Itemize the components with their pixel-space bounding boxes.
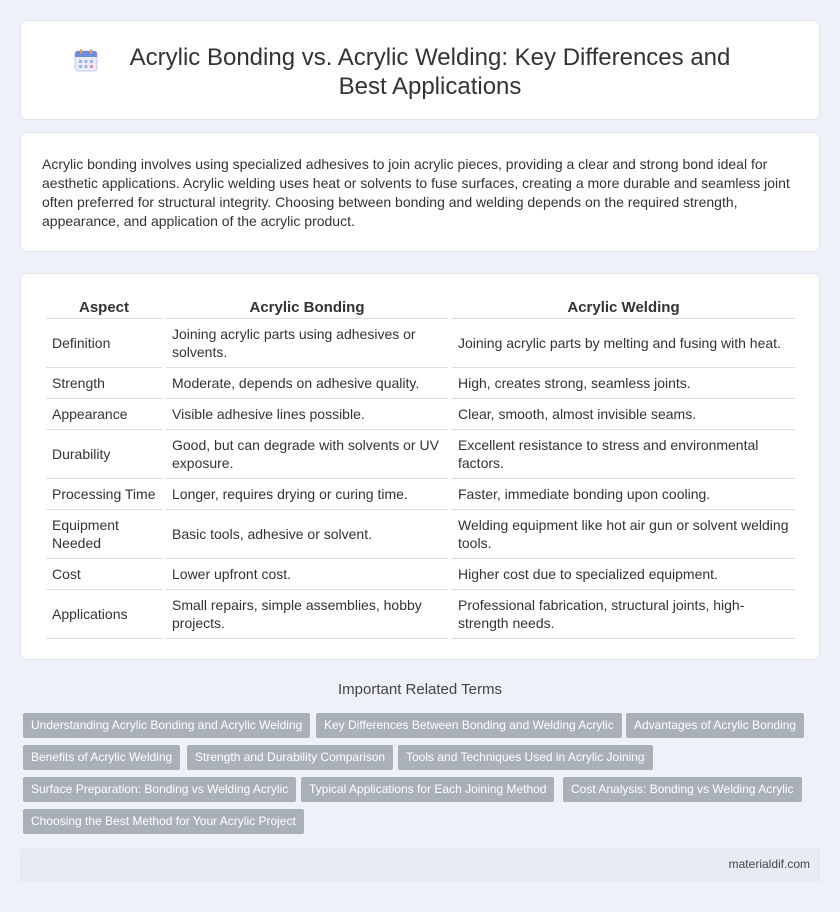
footer — [20, 848, 820, 882]
bonding-cell: Joining acrylic parts using adhesives or solvents. — [166, 319, 448, 368]
aspect-cell: Applications — [46, 590, 162, 639]
bonding-cell: Longer, requires drying or curing time. — [166, 479, 448, 510]
header-acrylic-welding: Acrylic Welding — [452, 296, 795, 319]
related-term-tag[interactable]: Cost Analysis: Bonding vs Welding Acrylic — [563, 777, 802, 802]
aspect-cell: Durability — [46, 430, 162, 479]
welding-cell: Clear, smooth, almost invisible seams. — [452, 399, 795, 430]
table-row — [46, 319, 795, 368]
header-card — [20, 20, 820, 120]
welding-cell: Professional fabrication, structural joints, high-strength needs. — [452, 590, 795, 639]
bonding-cell: Basic tools, adhesive or solvent. — [166, 510, 448, 559]
table-row — [46, 559, 795, 590]
aspect-cell: Definition — [46, 319, 162, 368]
table-row — [46, 430, 795, 479]
related-term-tag[interactable]: Tools and Techniques Used in Acrylic Joining — [398, 745, 653, 770]
aspect-cell: Appearance — [46, 399, 162, 430]
related-term-tag[interactable]: Understanding Acrylic Bonding and Acrylic Welding — [23, 713, 310, 738]
table-row — [46, 590, 795, 639]
intro-card — [20, 132, 820, 252]
table-row — [46, 479, 795, 510]
welding-cell: Joining acrylic parts by melting and fusing with heat. — [452, 319, 795, 368]
footer-site-link[interactable]: materialdif.com — [728, 857, 810, 871]
welding-cell: Faster, immediate bonding upon cooling. — [452, 479, 795, 510]
table-header-row — [46, 296, 795, 319]
aspect-cell: Equipment Needed — [46, 510, 162, 559]
header-acrylic-bonding: Acrylic Bonding — [166, 296, 448, 319]
bonding-cell: Small repairs, simple assemblies, hobby projects. — [166, 590, 448, 639]
welding-cell: Higher cost due to specialized equipment. — [452, 559, 795, 590]
intro-paragraph: Acrylic bonding involves using specialized adhesives to join acrylic pieces, providing a clear and strong bond ideal for aesthetic applications. Acrylic welding uses heat or solvents to fuse surfaces, creating a more durable and seamless joint often preferred for structural integrity. Choosing between bonding and welding depends on the required strength, appearance, and application of the acrylic product. — [42, 156, 790, 229]
related-term-tag[interactable]: Benefits of Acrylic Welding — [23, 745, 180, 770]
related-term-tag[interactable]: Key Differences Between Bonding and Welding Acrylic — [316, 713, 622, 738]
table-row — [46, 399, 795, 430]
related-terms-title: Important Related Terms — [338, 681, 502, 698]
related-term-tag[interactable]: Choosing the Best Method for Your Acrylic Project — [23, 809, 304, 834]
welding-cell: Excellent resistance to stress and environmental factors. — [452, 430, 795, 479]
related-term-tag[interactable]: Surface Preparation: Bonding vs Welding Acrylic — [23, 777, 296, 802]
page-title: Acrylic Bonding vs. Acrylic Welding: Key Differences and Best Applications — [129, 44, 731, 100]
aspect-cell: Processing Time — [46, 479, 162, 510]
welding-cell: High, creates strong, seamless joints. — [452, 368, 795, 399]
bonding-cell: Good, but can degrade with solvents or UV exposure. — [166, 430, 448, 479]
header-aspect: Aspect — [46, 296, 162, 319]
bonding-cell: Lower upfront cost. — [166, 559, 448, 590]
related-term-tag[interactable]: Strength and Durability Comparison — [187, 745, 393, 770]
related-term-tag[interactable]: Advantages of Acrylic Bonding — [626, 713, 804, 738]
table-row — [46, 510, 795, 559]
comparison-table — [42, 296, 799, 639]
bonding-cell: Visible adhesive lines possible. — [166, 399, 448, 430]
table-row — [46, 368, 795, 399]
aspect-cell: Cost — [46, 559, 162, 590]
welding-cell: Welding equipment like hot air gun or solvent welding tools. — [452, 510, 795, 559]
comparison-table-card — [20, 273, 820, 660]
related-term-tag[interactable]: Typical Applications for Each Joining Method — [301, 777, 554, 802]
bonding-cell: Moderate, depends on adhesive quality. — [166, 368, 448, 399]
aspect-cell: Strength — [46, 368, 162, 399]
